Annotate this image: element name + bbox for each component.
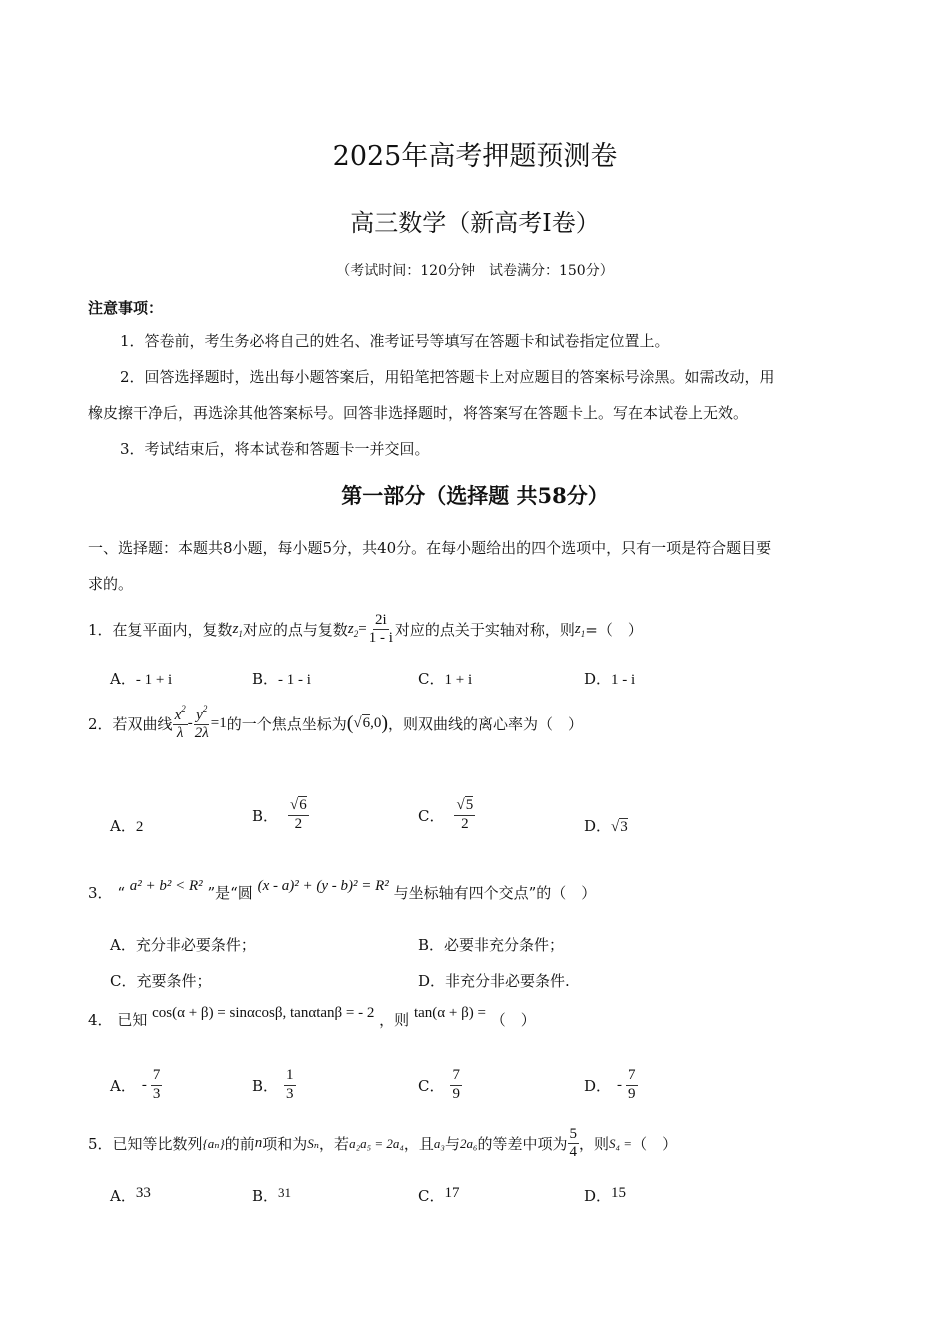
q3-option-c: C．充要条件； — [110, 972, 212, 990]
q3-option-b: B．必要非充分条件； — [418, 936, 565, 954]
question-text: ，且 — [403, 1135, 434, 1154]
notice-heading: 注意事项： — [88, 299, 164, 317]
question-text: 的等差中项为 — [477, 1135, 568, 1154]
exam-info: （考试时间：120分钟 试卷满分：150分） — [336, 263, 614, 279]
question-text: 对应的点与复数 — [242, 621, 348, 640]
notice-item-1: 1．答卷前，考生务必将自己的姓名、准考证号等填写在答题卡和试卷指定位置上。 — [120, 332, 670, 350]
question-text: ，则双曲线的离心率为（ ） — [388, 714, 584, 733]
math-fraction-x: $\frac{x^2}{\lambda}$ — [174, 704, 186, 742]
section-instructions-line-2: 求的。 — [88, 575, 134, 593]
q5-option-a: A．33 — [110, 1185, 151, 1205]
math-condition: a₂a₅ = 2a₄ — [349, 1135, 404, 1151]
notice-item-2-line-2: 橡皮擦干净后，再选涂其他答案标号。回答非选择题时，将答案写在答题卡上。写在本试卷上无效。 — [88, 404, 749, 422]
question-number: 5． — [88, 1135, 113, 1154]
q4-option-b: B． $\frac{1}{3}$ — [252, 1067, 294, 1102]
section-instructions-line-1: 一、选择题：本题共8小题，每小题5分，共40分。在每小题给出的四个选项中，只有一项是符合题目要 — [88, 539, 772, 557]
question-2 — [88, 704, 583, 743]
q3-option-a: A．充分非必要条件； — [110, 936, 256, 954]
question-4 — [88, 1005, 536, 1030]
answer-blank: （ ） — [490, 1011, 536, 1029]
math-sequence: {aₙ} — [202, 1135, 225, 1151]
q1-option-d: D．1 - i — [584, 670, 636, 688]
exam-subtitle: 高三数学（新高考Ⅰ卷） — [350, 209, 600, 237]
notice-item-2-line-1: 2．回答选择题时，选出每小题答案后，用铅笔把答题卡上对应题目的答案标号涂黑。如需改动，用 — [120, 368, 775, 386]
math-circle: (x - a)² + (y - b)² = R² — [257, 878, 389, 894]
question-text: 已知等比数列 — [112, 1135, 203, 1154]
question-text: 对应的点关于实轴对称，则 — [394, 621, 575, 640]
math-condition: a² + b² < R² — [129, 878, 203, 894]
question-text: ”是“圆 — [207, 884, 253, 902]
q1-option-a: A．- 1 + i — [110, 670, 173, 688]
q2-option-c: C． $\frac{√5}{2}$ — [418, 797, 474, 832]
question-1 — [88, 612, 643, 648]
q4-option-a: A． - $\frac{7}{3}$ — [110, 1067, 161, 1102]
q5-option-d: D．15 — [584, 1185, 627, 1205]
question-text: 若双曲线 — [112, 714, 173, 733]
math-fraction: $\frac{5}{4}$ — [569, 1126, 578, 1161]
q2-option-d: D．√3 — [584, 817, 628, 835]
question-3 — [88, 878, 596, 903]
question-text: 在复平面内，复数 — [112, 621, 233, 640]
q4-option-c: C． $\frac{7}{9}$ — [418, 1067, 460, 1102]
math-sn: Sₙ — [307, 1135, 320, 1151]
math-fraction-y: $\frac{y^2}{2\lambda}$ — [194, 704, 209, 742]
math-z1: $z_1$ — [232, 620, 243, 639]
q5-option-c: C．17 — [418, 1185, 460, 1205]
question-number: 3． — [88, 884, 113, 902]
question-text: ，若 — [319, 1135, 350, 1154]
math-n: n — [254, 1135, 263, 1152]
question-text: ，则 — [579, 1135, 610, 1154]
q3-option-d: D．非充分非必要条件. — [418, 972, 570, 990]
notice-item-3: 3．考试结束后，将本试卷和答题卡一并交回。 — [120, 440, 430, 458]
math-focus: (√6,0) — [346, 711, 389, 734]
part-one-title: 第一部分（选择题 共58分） — [341, 483, 609, 508]
q1-option-c: C．1 + i — [418, 670, 473, 688]
answer-blank: （ ） — [632, 1135, 678, 1154]
exam-title: 2025年高考押题预测卷 — [332, 141, 618, 172]
question-text: 与 — [444, 1135, 460, 1154]
q1-option-b: B．- 1 - i — [252, 670, 311, 688]
question-text: 与坐标轴有四个交点”的（ ） — [393, 884, 597, 902]
q5-option-b: B．31 — [252, 1185, 292, 1205]
question-text: ，则 — [379, 1011, 410, 1029]
math-equals: = — [358, 621, 367, 638]
q2-option-b: B． $\frac{√6}{2}$ — [252, 797, 307, 832]
math-a6: 2a₆ — [459, 1135, 478, 1151]
math-z1: $z_1$ — [574, 620, 586, 639]
question-text: 已知 — [117, 1011, 148, 1029]
q2-option-a: A．2 — [110, 817, 144, 835]
math-fraction: $\frac{2i}{1 - i}$ — [368, 612, 393, 647]
question-text: 的前 — [224, 1135, 255, 1154]
question-number: 1． — [88, 621, 113, 640]
answer-blank: =（ ） — [585, 621, 643, 640]
math-s4: S₄ = — [609, 1135, 633, 1151]
question-text: “ — [117, 884, 125, 902]
math-z2: $z_2$ — [347, 620, 359, 639]
math-minus: - — [187, 714, 193, 731]
math-equals: =1 — [210, 714, 227, 731]
q4-option-d: D． - $\frac{7}{9}$ — [584, 1067, 636, 1102]
question-number: 4． — [88, 1011, 113, 1029]
question-5 — [88, 1126, 677, 1162]
question-number: 2． — [88, 714, 113, 733]
math-ask: tan(α + β) = — [413, 1005, 486, 1021]
math-a3: a₃ — [433, 1135, 445, 1151]
question-text: 项和为 — [262, 1135, 308, 1154]
math-given: cos(α + β) = sinαcosβ, tanαtanβ = - 2 — [152, 1005, 375, 1021]
question-text: 的一个焦点坐标为 — [226, 714, 347, 733]
